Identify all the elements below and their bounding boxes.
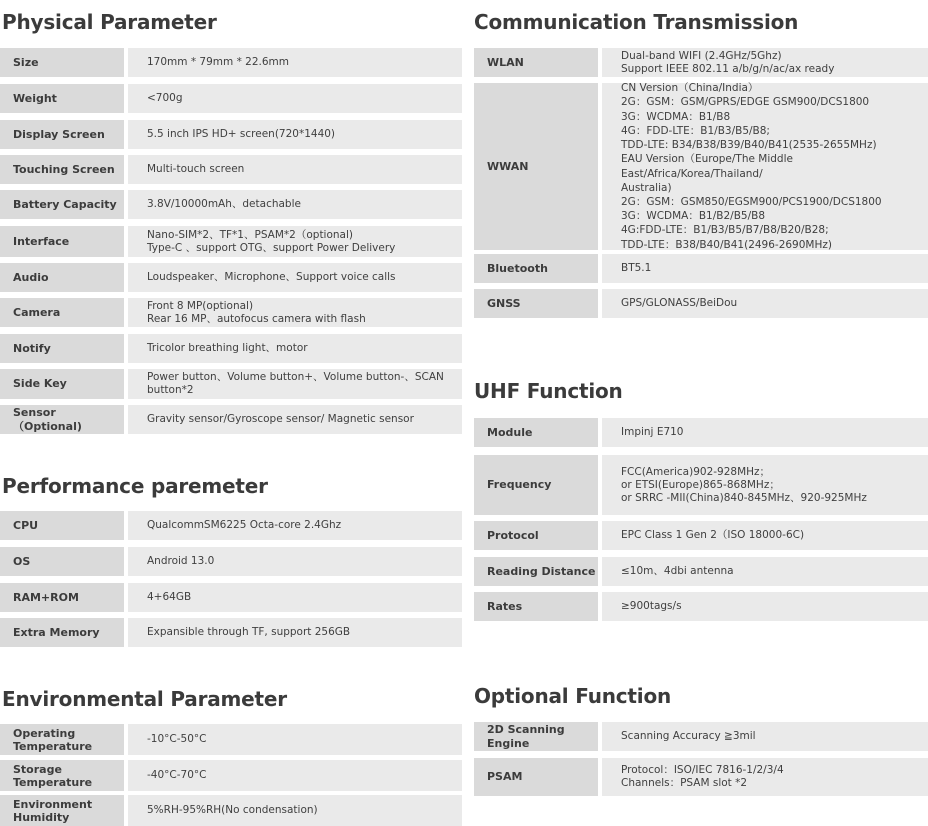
environmental-parameter-title: Environmental Parameter — [2, 687, 287, 711]
spec-value-line: 170mm * 79mm * 22.6mm — [147, 56, 290, 68]
spec-row — [474, 455, 928, 515]
spec-value — [602, 289, 928, 318]
spec-label: Weight — [0, 84, 124, 113]
spec-value-line: CN Version（China/India） — [621, 82, 759, 95]
spec-value-line: Type-C 、support OTG、support Power Delivery — [147, 241, 396, 254]
spec-value — [128, 298, 462, 327]
spec-row — [0, 48, 462, 77]
spec-label: Touching Screen — [0, 155, 124, 184]
spec-value-line: -40°C-70°C — [147, 769, 207, 781]
spec-label: Notify — [0, 334, 124, 363]
spec-value — [602, 722, 928, 751]
spec-value-line: Protocol：ISO/IEC 7816-1/2/3/4 — [621, 764, 784, 776]
spec-value-line: Front 8 MP(optional) — [147, 299, 254, 312]
spec-label: Battery Capacity — [0, 190, 124, 219]
spec-value — [128, 120, 462, 149]
spec-label: WWAN — [474, 83, 598, 250]
spec-row — [0, 298, 462, 327]
spec-value-line: Channels：PSAM slot *2 — [621, 777, 748, 789]
spec-value — [602, 758, 928, 796]
spec-value — [128, 618, 462, 647]
spec-value-line: ≥900tags/s — [621, 600, 682, 612]
spec-label: Audio — [0, 263, 124, 292]
spec-value-line: FCC(America)902-928MHz； — [621, 465, 771, 478]
spec-value — [128, 511, 462, 540]
spec-label: CPU — [0, 511, 124, 540]
spec-value — [128, 226, 462, 257]
spec-value-line: Multi-touch screen — [147, 163, 245, 175]
spec-value-line: Gravity sensor/Gyroscope sensor/ Magnetic sensor — [147, 413, 414, 425]
spec-row — [474, 557, 928, 586]
spec-value — [128, 547, 462, 576]
spec-value-line: BT5.1 — [621, 262, 652, 274]
spec-row — [474, 722, 928, 751]
spec-value-line: Power button、Volume button+、Volume button-、SCAN — [147, 371, 444, 383]
spec-label: WLAN — [474, 48, 598, 77]
spec-label: Frequency — [474, 455, 598, 515]
spec-row — [474, 521, 928, 550]
spec-value-line: 2G：GSM：GSM850/EGSM900/PCS1900/DCS1800 — [621, 195, 882, 208]
optional-function-title: Optional Function — [474, 684, 672, 708]
spec-value — [128, 334, 462, 363]
spec-value-line: 2G：GSM：GSM/GPRS/EDGE GSM900/DCS1800 — [621, 96, 870, 109]
performance-parameter-title: Performance paremeter — [2, 474, 268, 498]
spec-value — [128, 795, 462, 826]
spec-label: 2D Scanning Engine — [474, 722, 598, 751]
spec-label: Display Screen — [0, 120, 124, 149]
spec-value-line: ≤10m、4dbi antenna — [621, 565, 734, 577]
spec-value-line: 4G:FDD-LTE：B1/B3/B5/B7/B8/B20/B28; — [621, 224, 829, 237]
spec-row — [474, 83, 928, 250]
spec-value — [128, 583, 462, 612]
spec-label: Sensor（Optional) — [0, 405, 124, 434]
spec-row — [0, 84, 462, 113]
spec-value-line: Scanning Accuracy ≧3mil — [621, 730, 756, 742]
spec-value-line: Dual-band WIFI (2.4GHz/5Ghz) — [621, 49, 782, 62]
spec-label: Protocol — [474, 521, 598, 550]
spec-value-line: EPC Class 1 Gen 2（ISO 18000-6C) — [621, 529, 805, 541]
spec-value — [602, 592, 928, 621]
spec-label — [0, 760, 124, 791]
spec-value-line: 5%RH-95%RH(No condensation) — [147, 804, 318, 816]
spec-value-line: QualcommSM6225 Octa-core 2.4Ghz — [147, 519, 342, 531]
spec-label-line: Humidity — [13, 810, 70, 824]
spec-value-line: or ETSI(Europe)865-868MHz； — [621, 478, 780, 491]
spec-value — [128, 405, 462, 434]
spec-row — [0, 405, 462, 434]
spec-label-line: Operating — [13, 726, 76, 740]
spec-label: Interface — [0, 226, 124, 257]
spec-value-line: 4+64GB — [147, 591, 192, 603]
spec-value — [128, 724, 462, 755]
spec-label-line: Temperature — [13, 775, 93, 789]
spec-label: Size — [0, 48, 124, 77]
spec-value-line: 3G：WCDMA：B1/B2/B5/B8 — [621, 210, 766, 223]
spec-label: Extra Memory — [0, 618, 124, 647]
spec-label — [0, 795, 124, 826]
spec-value — [128, 190, 462, 219]
spec-row — [474, 48, 928, 77]
spec-value-line: or SRRC -MII(China)840-845MHz、920-925MHz — [621, 491, 867, 504]
spec-value — [128, 263, 462, 292]
spec-value — [128, 48, 462, 77]
spec-value — [602, 455, 928, 515]
spec-value — [128, 369, 462, 399]
spec-value — [602, 254, 928, 283]
spec-value-line: Australia) — [621, 181, 672, 194]
spec-label: RAM+ROM — [0, 583, 124, 612]
spec-row — [474, 758, 928, 796]
spec-label: Rates — [474, 592, 598, 621]
spec-row — [0, 511, 462, 540]
spec-row — [474, 592, 928, 621]
spec-value-line: EAU Version（Europe/The Middle East/Africa/Korea/Thailand/ — [621, 153, 793, 180]
spec-label-line: Temperature — [13, 739, 93, 753]
spec-value-line: Tricolor breathing light、motor — [147, 342, 308, 354]
spec-value-line: Loudspeaker、Microphone、Support voice calls — [147, 271, 396, 283]
spec-value — [602, 557, 928, 586]
spec-row — [0, 760, 462, 791]
spec-label: Side Key — [0, 369, 124, 399]
spec-value-line: TDD-LTE：B38/B40/B41(2496-2690MHz) — [621, 238, 832, 251]
spec-row — [0, 369, 462, 399]
spec-value-line: Rear 16 MP、autofocus camera with flash — [147, 312, 366, 325]
spec-row — [0, 618, 462, 647]
spec-row — [0, 155, 462, 184]
spec-row — [474, 418, 928, 447]
spec-value — [128, 760, 462, 791]
spec-row — [0, 795, 462, 826]
spec-row — [0, 583, 462, 612]
spec-row — [474, 289, 928, 318]
spec-value-line: Impinj E710 — [621, 426, 684, 438]
spec-value-line: Nano-SIM*2、TF*1、PSAM*2（optional) — [147, 228, 354, 241]
spec-label: PSAM — [474, 758, 598, 796]
spec-value-line: Expansible through TF, support 256GB — [147, 626, 351, 638]
spec-label: OS — [0, 547, 124, 576]
spec-value-line: Android 13.0 — [147, 555, 215, 567]
spec-value — [602, 48, 928, 77]
spec-value-line: -10°C-50°C — [147, 733, 207, 745]
spec-value-line: GPS/GLONASS/BeiDou — [621, 297, 738, 309]
physical-parameter-title: Physical Parameter — [2, 10, 217, 34]
spec-label: Camera — [0, 298, 124, 327]
spec-row — [0, 263, 462, 292]
spec-value-line: 3.8V/10000mAh、detachable — [147, 198, 301, 210]
spec-row — [0, 547, 462, 576]
spec-label: Module — [474, 418, 598, 447]
spec-label-line: Environment — [13, 797, 93, 811]
spec-value-line: Support IEEE 802.11 a/b/g/n/ac/ax ready — [621, 62, 835, 75]
uhf-function-title: UHF Function — [474, 379, 623, 403]
spec-value-line: button*2 — [147, 384, 194, 396]
spec-row — [0, 120, 462, 149]
spec-value — [128, 155, 462, 184]
spec-row — [0, 226, 462, 257]
spec-row — [0, 334, 462, 363]
spec-value — [128, 84, 462, 113]
spec-label-line: Storage — [13, 762, 62, 776]
spec-value-line: <700g — [147, 92, 183, 104]
communication-transmission-title: Communication Transmission — [474, 10, 799, 34]
spec-value — [602, 418, 928, 447]
spec-label — [0, 724, 124, 755]
spec-label: Reading Distance — [474, 557, 598, 586]
spec-label: Bluetooth — [474, 254, 598, 283]
spec-value — [602, 83, 928, 250]
spec-row — [0, 724, 462, 755]
spec-label: GNSS — [474, 289, 598, 318]
spec-value-line: 3G：WCDMA：B1/B8 — [621, 110, 731, 123]
spec-value-line: 5.5 inch IPS HD+ screen(720*1440) — [147, 128, 336, 140]
spec-value — [602, 521, 928, 550]
spec-value-line: 4G：FDD-LTE：B1/B3/B5/B8; — [621, 124, 770, 137]
spec-row — [0, 190, 462, 219]
spec-row — [474, 254, 928, 283]
spec-value-line: TDD-LTE: B34/B38/B39/B40/B41(2535-2655MHz) — [621, 139, 877, 152]
